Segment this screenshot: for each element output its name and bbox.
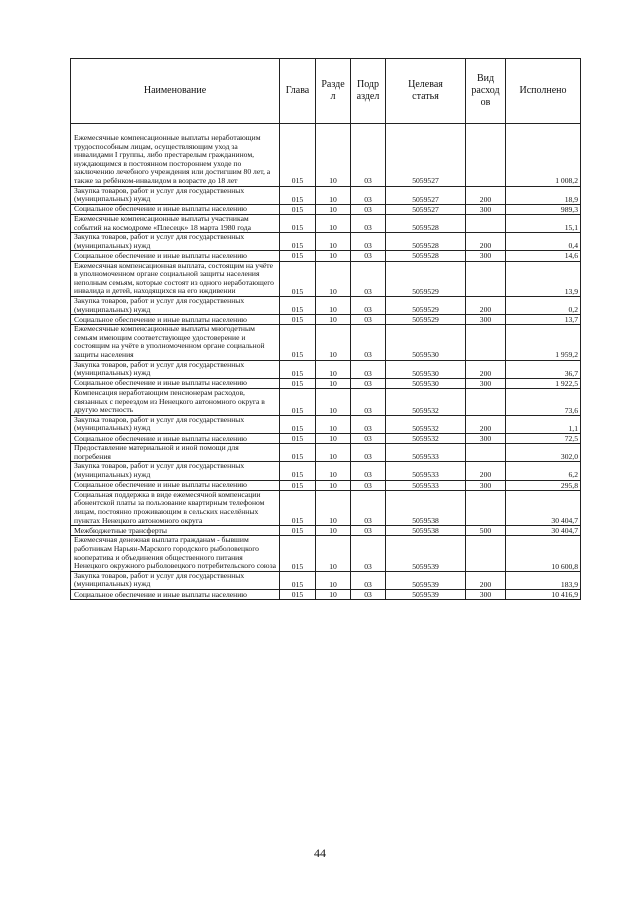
cell-razdel: 10	[316, 378, 351, 388]
expense-table	[70, 58, 581, 600]
table-row	[71, 571, 581, 589]
cell-glava: 015	[280, 415, 316, 433]
cell-podrazdel: 03	[351, 480, 386, 490]
cell-target: 5059527	[386, 186, 466, 204]
document-page	[70, 58, 580, 600]
table-row	[71, 589, 581, 599]
cell-razdel: 10	[316, 462, 351, 480]
cell-vid	[466, 124, 506, 187]
cell-name: Социальное обеспечение и иные выплаты населению	[71, 378, 280, 388]
cell-glava: 015	[280, 124, 316, 187]
cell-podrazdel: 03	[351, 571, 386, 589]
cell-sum: 13,7	[506, 315, 581, 325]
cell-glava: 015	[280, 261, 316, 296]
cell-target: 5059527	[386, 124, 466, 187]
cell-razdel: 10	[316, 204, 351, 214]
cell-vid: 200	[466, 415, 506, 433]
cell-name: Компенсация неработающим пенсионерам расходов, связанных с переездом из Ненецкого автономного округа в другую местность	[71, 389, 280, 416]
cell-glava: 015	[280, 325, 316, 360]
cell-target: 5059528	[386, 233, 466, 251]
table-row	[71, 536, 581, 571]
cell-vid: 200	[466, 571, 506, 589]
cell-target: 5059529	[386, 315, 466, 325]
cell-vid	[466, 490, 506, 525]
cell-name: Закупка товаров, работ и услуг для государственных (муниципальных) нужд	[71, 415, 280, 433]
table-row	[71, 261, 581, 296]
cell-vid: 200	[466, 360, 506, 378]
table-row	[71, 434, 581, 444]
table-row	[71, 378, 581, 388]
cell-glava: 015	[280, 490, 316, 525]
table-header-row	[71, 59, 581, 124]
table-row	[71, 444, 581, 462]
cell-target: 5059530	[386, 360, 466, 378]
cell-sum: 1 922,5	[506, 378, 581, 388]
cell-sum: 183,9	[506, 571, 581, 589]
cell-razdel: 10	[316, 360, 351, 378]
cell-sum: 13,9	[506, 261, 581, 296]
cell-name: Социальное обеспечение и иные выплаты населению	[71, 434, 280, 444]
cell-razdel: 10	[316, 434, 351, 444]
col-glava: Глава	[280, 59, 316, 124]
cell-target: 5059538	[386, 490, 466, 525]
cell-glava: 015	[280, 462, 316, 480]
cell-sum: 0,2	[506, 296, 581, 314]
cell-target: 5059528	[386, 251, 466, 261]
cell-vid: 300	[466, 315, 506, 325]
cell-podrazdel: 03	[351, 536, 386, 571]
table-row	[71, 233, 581, 251]
cell-podrazdel: 03	[351, 360, 386, 378]
col-name: Наименование	[71, 59, 280, 124]
cell-sum: 302,0	[506, 444, 581, 462]
table-row	[71, 315, 581, 325]
table-row	[71, 389, 581, 416]
cell-vid: 200	[466, 462, 506, 480]
cell-glava: 015	[280, 536, 316, 571]
cell-sum: 6,2	[506, 462, 581, 480]
cell-glava: 015	[280, 480, 316, 490]
cell-vid: 300	[466, 589, 506, 599]
table-row	[71, 325, 581, 360]
table-row	[71, 204, 581, 214]
cell-podrazdel: 03	[351, 415, 386, 433]
cell-glava: 015	[280, 571, 316, 589]
cell-target: 5059530	[386, 325, 466, 360]
cell-sum: 14,6	[506, 251, 581, 261]
table-row	[71, 186, 581, 204]
cell-sum: 18,9	[506, 186, 581, 204]
cell-razdel: 10	[316, 389, 351, 416]
table-row	[71, 526, 581, 536]
cell-glava: 015	[280, 186, 316, 204]
cell-podrazdel: 03	[351, 526, 386, 536]
cell-podrazdel: 03	[351, 204, 386, 214]
cell-vid: 200	[466, 233, 506, 251]
cell-vid: 500	[466, 526, 506, 536]
cell-vid: 300	[466, 480, 506, 490]
cell-vid: 200	[466, 186, 506, 204]
cell-name: Закупка товаров, работ и услуг для государственных (муниципальных) нужд	[71, 296, 280, 314]
cell-glava: 015	[280, 204, 316, 214]
cell-podrazdel: 03	[351, 589, 386, 599]
cell-podrazdel: 03	[351, 315, 386, 325]
cell-name: Предоставление материальной и иной помощи для погребения	[71, 444, 280, 462]
cell-podrazdel: 03	[351, 325, 386, 360]
cell-name: Ежемесячные компенсационные выплаты участникам событий на космодроме «Плесецк» 18 марта 1980 года	[71, 214, 280, 232]
cell-sum: 1,1	[506, 415, 581, 433]
cell-vid: 300	[466, 204, 506, 214]
cell-name: Ежемесячная компенсационная выплата, состоящим на учёте в уполномоченном органе социальной защиты населения неполным семьям, которые состоят из одного неработающего инвалида и детей, находящихся на его иждивении	[71, 261, 280, 296]
cell-razdel: 10	[316, 233, 351, 251]
cell-vid: 200	[466, 296, 506, 314]
cell-name: Закупка товаров, работ и услуг для государственных (муниципальных) нужд	[71, 462, 280, 480]
cell-glava: 015	[280, 444, 316, 462]
cell-name: Закупка товаров, работ и услуг для государственных (муниципальных) нужд	[71, 233, 280, 251]
cell-target: 5059538	[386, 526, 466, 536]
cell-vid: 300	[466, 378, 506, 388]
cell-target: 5059530	[386, 378, 466, 388]
cell-glava: 015	[280, 233, 316, 251]
cell-sum: 15,1	[506, 214, 581, 232]
cell-target: 5059533	[386, 462, 466, 480]
cell-name: Социальное обеспечение и иные выплаты населению	[71, 315, 280, 325]
table-row	[71, 296, 581, 314]
cell-glava: 015	[280, 378, 316, 388]
col-podrazdel: Подр аздел	[351, 59, 386, 124]
cell-vid	[466, 261, 506, 296]
cell-target: 5059532	[386, 434, 466, 444]
cell-podrazdel: 03	[351, 261, 386, 296]
cell-vid	[466, 214, 506, 232]
cell-glava: 015	[280, 315, 316, 325]
cell-podrazdel: 03	[351, 462, 386, 480]
cell-vid	[466, 325, 506, 360]
cell-sum: 10 416,9	[506, 589, 581, 599]
cell-podrazdel: 03	[351, 444, 386, 462]
cell-vid	[466, 444, 506, 462]
cell-name: Социальное обеспечение и иные выплаты населению	[71, 480, 280, 490]
col-razdel: Разде л	[316, 59, 351, 124]
cell-name: Закупка товаров, работ и услуг для государственных (муниципальных) нужд	[71, 360, 280, 378]
cell-sum: 1 959,2	[506, 325, 581, 360]
cell-target: 5059532	[386, 415, 466, 433]
table-row	[71, 415, 581, 433]
cell-sum: 10 600,8	[506, 536, 581, 571]
cell-podrazdel: 03	[351, 124, 386, 187]
cell-sum: 30 404,7	[506, 490, 581, 525]
cell-name: Ежемесячные компенсационные выплаты неработающим трудоспособным лицам, осуществляющим уход за инвалидами I группы, либо престарелым гражданином, нуждающимся в постоянном постороннем уходе по заключению лечебного учреждения или достигшим 80 лет, а также за ребёнком-инвалидом в возрасте до 18 лет	[71, 124, 280, 187]
cell-podrazdel: 03	[351, 251, 386, 261]
cell-name: Социальное обеспечение и иные выплаты населению	[71, 251, 280, 261]
cell-name: Ежемесячная денежная выплата гражданам - бывшим работникам Нарьян-Марского городского рыболовецкого кооператива и объединения общественного питания Ненецкого окружного рыболовецкого потребительского союза	[71, 536, 280, 571]
cell-name: Закупка товаров, работ и услуг для государственных (муниципальных) нужд	[71, 571, 280, 589]
cell-target: 5059528	[386, 214, 466, 232]
cell-target: 5059539	[386, 589, 466, 599]
cell-podrazdel: 03	[351, 490, 386, 525]
col-target: Целевая статья	[386, 59, 466, 124]
cell-podrazdel: 03	[351, 434, 386, 444]
page-number: 44	[314, 846, 326, 860]
cell-glava: 015	[280, 251, 316, 261]
table-row	[71, 251, 581, 261]
cell-name: Ежемесячные компенсационные выплаты многодетным семьям имеющим соответствующее удостоверение и состоящим на учёте в уполномоченном органе социальной защиты населения	[71, 325, 280, 360]
cell-razdel: 10	[316, 571, 351, 589]
cell-glava: 015	[280, 526, 316, 536]
table-row	[71, 124, 581, 187]
table-row	[71, 462, 581, 480]
table-row	[71, 490, 581, 525]
cell-razdel: 10	[316, 415, 351, 433]
cell-vid: 300	[466, 251, 506, 261]
cell-sum: 30 404,7	[506, 526, 581, 536]
col-executed: Исполнено	[506, 59, 581, 124]
cell-razdel: 10	[316, 296, 351, 314]
cell-sum: 989,3	[506, 204, 581, 214]
cell-name: Социальная поддержка в виде ежемесячной компенсации абонентской платы за пользование квартирным телефоном лицам, постоянно проживающим в сельских населённых пунктах Ненецкого автономного округа	[71, 490, 280, 525]
cell-sum: 295,8	[506, 480, 581, 490]
cell-razdel: 10	[316, 444, 351, 462]
cell-razdel: 10	[316, 261, 351, 296]
cell-sum: 36,7	[506, 360, 581, 378]
cell-sum: 0,4	[506, 233, 581, 251]
cell-glava: 015	[280, 296, 316, 314]
cell-target: 5059527	[386, 204, 466, 214]
cell-razdel: 10	[316, 251, 351, 261]
table-row	[71, 360, 581, 378]
cell-razdel: 10	[316, 536, 351, 571]
cell-target: 5059533	[386, 480, 466, 490]
col-vid: Вид расход ов	[466, 59, 506, 124]
cell-sum: 73,6	[506, 389, 581, 416]
cell-target: 5059539	[386, 571, 466, 589]
cell-sum: 1 008,2	[506, 124, 581, 187]
cell-name: Социальное обеспечение и иные выплаты населению	[71, 204, 280, 214]
cell-podrazdel: 03	[351, 214, 386, 232]
cell-razdel: 10	[316, 526, 351, 536]
cell-razdel: 10	[316, 325, 351, 360]
cell-vid	[466, 389, 506, 416]
cell-glava: 015	[280, 389, 316, 416]
cell-razdel: 10	[316, 186, 351, 204]
cell-podrazdel: 03	[351, 296, 386, 314]
cell-target: 5059529	[386, 261, 466, 296]
cell-glava: 015	[280, 434, 316, 444]
cell-razdel: 10	[316, 214, 351, 232]
cell-podrazdel: 03	[351, 233, 386, 251]
cell-vid: 300	[466, 434, 506, 444]
cell-razdel: 10	[316, 315, 351, 325]
cell-razdel: 10	[316, 589, 351, 599]
cell-target: 5059539	[386, 536, 466, 571]
cell-podrazdel: 03	[351, 378, 386, 388]
cell-name: Межбюджетные трансферты	[71, 526, 280, 536]
table-row	[71, 214, 581, 232]
cell-name: Закупка товаров, работ и услуг для государственных (муниципальных) нужд	[71, 186, 280, 204]
cell-sum: 72,5	[506, 434, 581, 444]
cell-target: 5059533	[386, 444, 466, 462]
cell-glava: 015	[280, 360, 316, 378]
cell-podrazdel: 03	[351, 186, 386, 204]
cell-podrazdel: 03	[351, 389, 386, 416]
cell-glava: 015	[280, 589, 316, 599]
cell-razdel: 10	[316, 490, 351, 525]
cell-razdel: 10	[316, 480, 351, 490]
cell-razdel: 10	[316, 124, 351, 187]
cell-target: 5059532	[386, 389, 466, 416]
cell-vid	[466, 536, 506, 571]
cell-name: Социальное обеспечение и иные выплаты населению	[71, 589, 280, 599]
table-row	[71, 480, 581, 490]
cell-target: 5059529	[386, 296, 466, 314]
cell-glava: 015	[280, 214, 316, 232]
